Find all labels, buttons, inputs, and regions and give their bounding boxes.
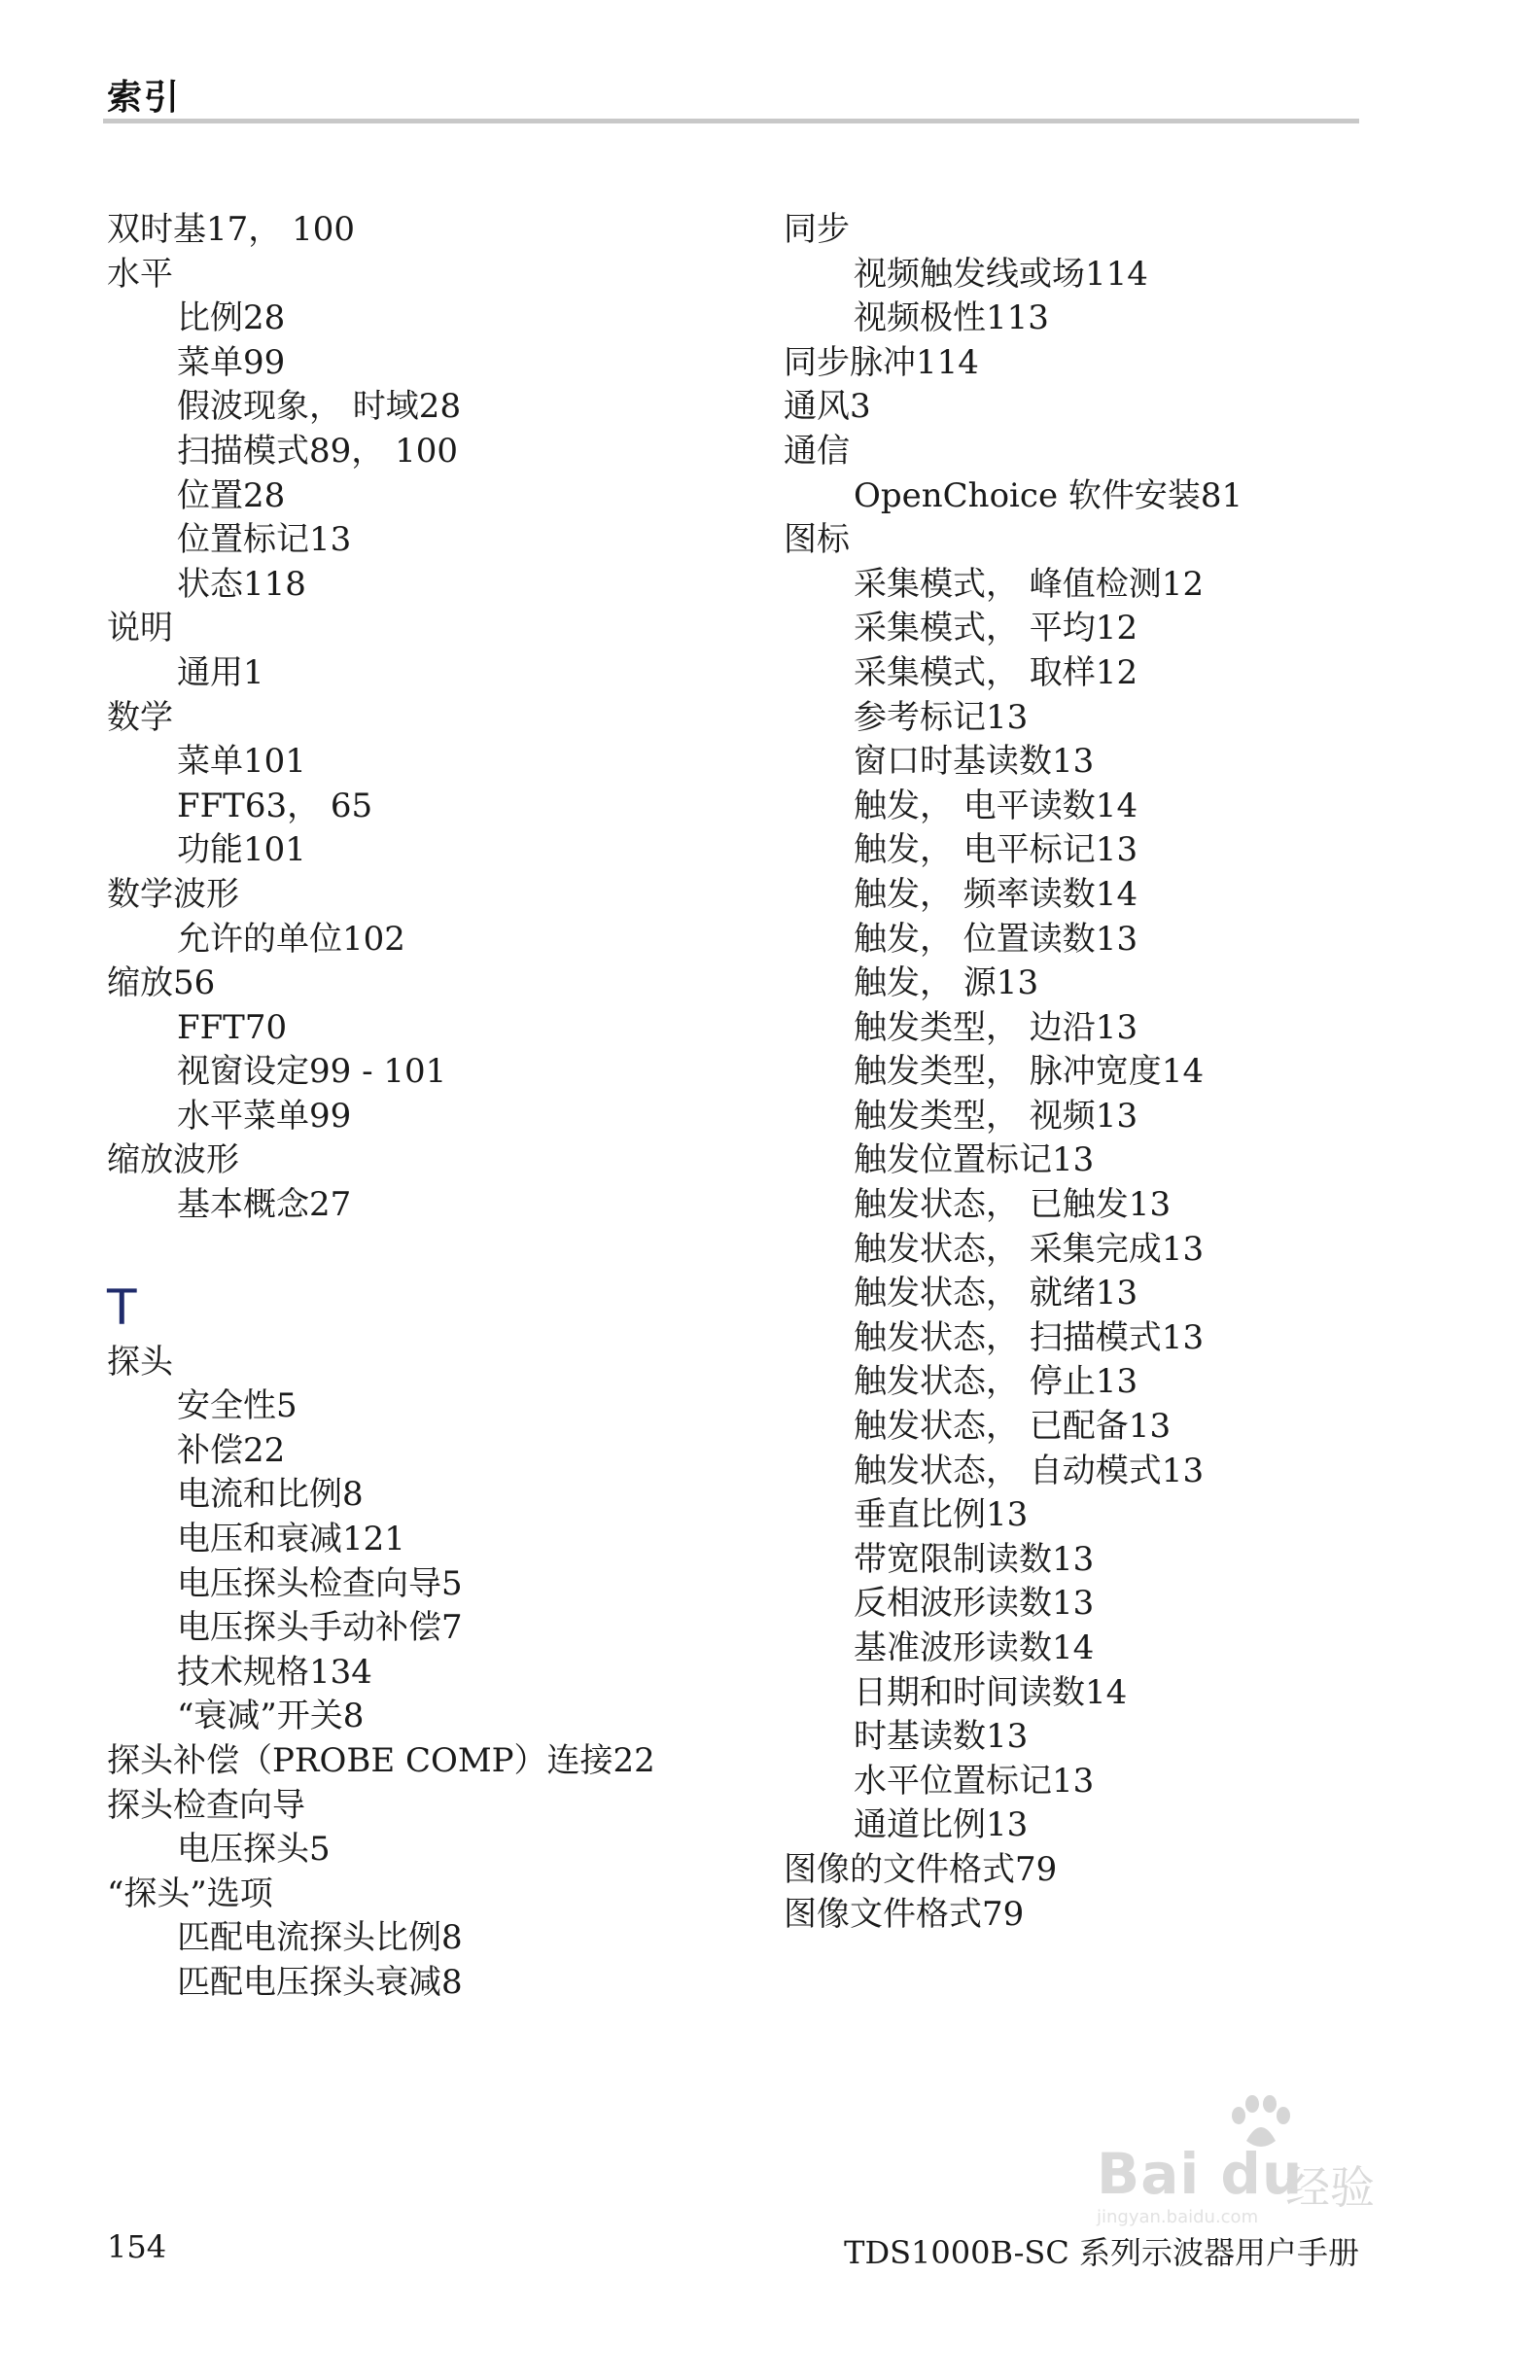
page-number: 154	[107, 2228, 167, 2265]
index-subentry: 垂直比例13	[854, 1495, 1029, 1535]
index-subentry: “衰减”开关8	[177, 1697, 365, 1736]
index-entry: 同步脉冲114	[784, 342, 979, 382]
index-subentry: 视频触发线或场114	[854, 254, 1148, 294]
index-entry: 通风3	[784, 387, 871, 427]
index-subentry: 水平位置标记13	[854, 1761, 1095, 1801]
index-subentry: 触发类型， 视频13	[854, 1096, 1138, 1136]
index-subentry: 触发状态， 采集完成13	[854, 1229, 1205, 1269]
index-subentry: 通用1	[177, 652, 264, 692]
index-entry: 图像的文件格式79	[784, 1849, 1058, 1889]
index-entry: 探头	[107, 1342, 173, 1382]
index-subentry: 补偿22	[177, 1430, 286, 1470]
index-subentry: 带宽限制读数13	[854, 1539, 1095, 1579]
index-column-right	[784, 208, 1367, 1937]
index-subentry: 采集模式， 平均12	[854, 609, 1138, 648]
index-subentry: 技术规格134	[177, 1652, 372, 1692]
index-subentry: 参考标记13	[854, 697, 1029, 737]
index-section-letter: T	[107, 1278, 137, 1336]
index-subentry: 电压探头检查向导5	[177, 1563, 463, 1603]
index-subentry: 功能101	[177, 830, 306, 870]
index-subentry: 触发状态， 就绪13	[854, 1274, 1138, 1313]
index-subentry: 触发状态， 停止13	[854, 1362, 1138, 1402]
index-subentry: 安全性5	[177, 1386, 298, 1426]
index-subentry: 匹配电流探头比例8	[177, 1918, 463, 1958]
index-column-left	[107, 208, 768, 2006]
index-subentry: FFT70	[177, 1007, 288, 1047]
index-subentry: 电压探头手动补偿7	[177, 1608, 463, 1648]
index-subentry: 电压探头5	[177, 1830, 331, 1870]
index-subentry: FFT63， 65	[177, 786, 373, 825]
index-subentry: 菜单101	[177, 742, 306, 782]
index-subentry: 视窗设定99 - 101	[177, 1052, 447, 1092]
index-entry: 说明	[107, 609, 173, 648]
index-entry: 数学波形	[107, 874, 239, 914]
index-subentry: 日期和时间读数14	[854, 1672, 1128, 1712]
index-entry: 探头检查向导	[107, 1785, 305, 1825]
index-subentry: 假波现象， 时域28	[177, 387, 462, 427]
index-subentry: 电流和比例8	[177, 1475, 364, 1515]
index-subentry: 采集模式， 峰值检测12	[854, 564, 1205, 604]
index-subentry: 基准波形读数14	[854, 1628, 1095, 1667]
watermark-brand: Bai du	[1097, 2141, 1304, 2207]
index-subentry: 比例28	[177, 298, 286, 338]
watermark-url: jingyan.baidu.com	[1097, 2207, 1259, 2227]
baidu-watermark	[1097, 2131, 1447, 2227]
index-subentry: OpenChoice 软件安装81	[854, 475, 1243, 515]
index-subentry: 触发， 电平标记13	[854, 830, 1138, 870]
index-subentry: 触发状态， 已触发13	[854, 1185, 1172, 1225]
index-subentry: 触发， 频率读数14	[854, 874, 1138, 914]
index-subentry: 触发， 源13	[854, 963, 1039, 1003]
index-subentry: 允许的单位102	[177, 919, 405, 959]
manual-title: TDS1000B-SC 系列示波器用户手册	[844, 2234, 1359, 2271]
watermark-sub: 经验	[1285, 2161, 1375, 2214]
index-subentry: 位置标记13	[177, 520, 352, 560]
index-subentry: 采集模式， 取样12	[854, 652, 1138, 692]
index-entry: 双时基17， 100	[107, 210, 355, 249]
index-subentry: 菜单99	[177, 342, 286, 382]
index-subentry: 时基读数13	[854, 1717, 1029, 1757]
index-subentry: 匹配电压探头衰减8	[177, 1962, 463, 2002]
index-entry: 数学	[107, 697, 173, 737]
section-spacer	[107, 1228, 768, 1247]
index-entry: 水平	[107, 254, 173, 294]
index-entry: 缩放56	[107, 963, 216, 1003]
index-entry: 缩放波形	[107, 1140, 239, 1180]
index-subentry: 触发类型， 边沿13	[854, 1007, 1138, 1047]
index-subentry: 通道比例13	[854, 1805, 1029, 1845]
index-subentry: 位置28	[177, 475, 286, 515]
index-subentry: 触发位置标记13	[854, 1140, 1095, 1180]
index-subentry: 反相波形读数13	[854, 1584, 1095, 1624]
index-entry: 图标	[784, 520, 850, 560]
index-subentry: 触发， 电平读数14	[854, 786, 1138, 825]
index-subentry: 基本概念27	[177, 1185, 352, 1225]
index-subentry: 触发， 位置读数13	[854, 919, 1138, 959]
index-subentry: 触发状态， 扫描模式13	[854, 1317, 1205, 1357]
index-subentry: 窗口时基读数13	[854, 742, 1095, 782]
index-subentry: 电压和衰减121	[177, 1520, 405, 1559]
index-subentry: 水平菜单99	[177, 1096, 352, 1136]
index-subentry: 触发状态， 自动模式13	[854, 1451, 1205, 1490]
index-entry: 探头补偿（PROBE COMP）连接22	[107, 1741, 655, 1780]
index-entry: 图像文件格式79	[784, 1894, 1025, 1934]
index-entry: 通信	[784, 431, 850, 471]
index-subentry: 状态118	[177, 564, 306, 604]
page-header-title: 索引	[107, 78, 182, 118]
index-subentry: 扫描模式89， 100	[177, 431, 458, 471]
index-subentry: 触发状态， 已配备13	[854, 1407, 1172, 1447]
index-subentry: 视频极性113	[854, 298, 1049, 338]
index-entry: “探头”选项	[107, 1873, 273, 1913]
index-subentry: 触发类型， 脉冲宽度14	[854, 1052, 1205, 1092]
header-rule	[103, 119, 1359, 123]
index-entry: 同步	[784, 210, 850, 249]
